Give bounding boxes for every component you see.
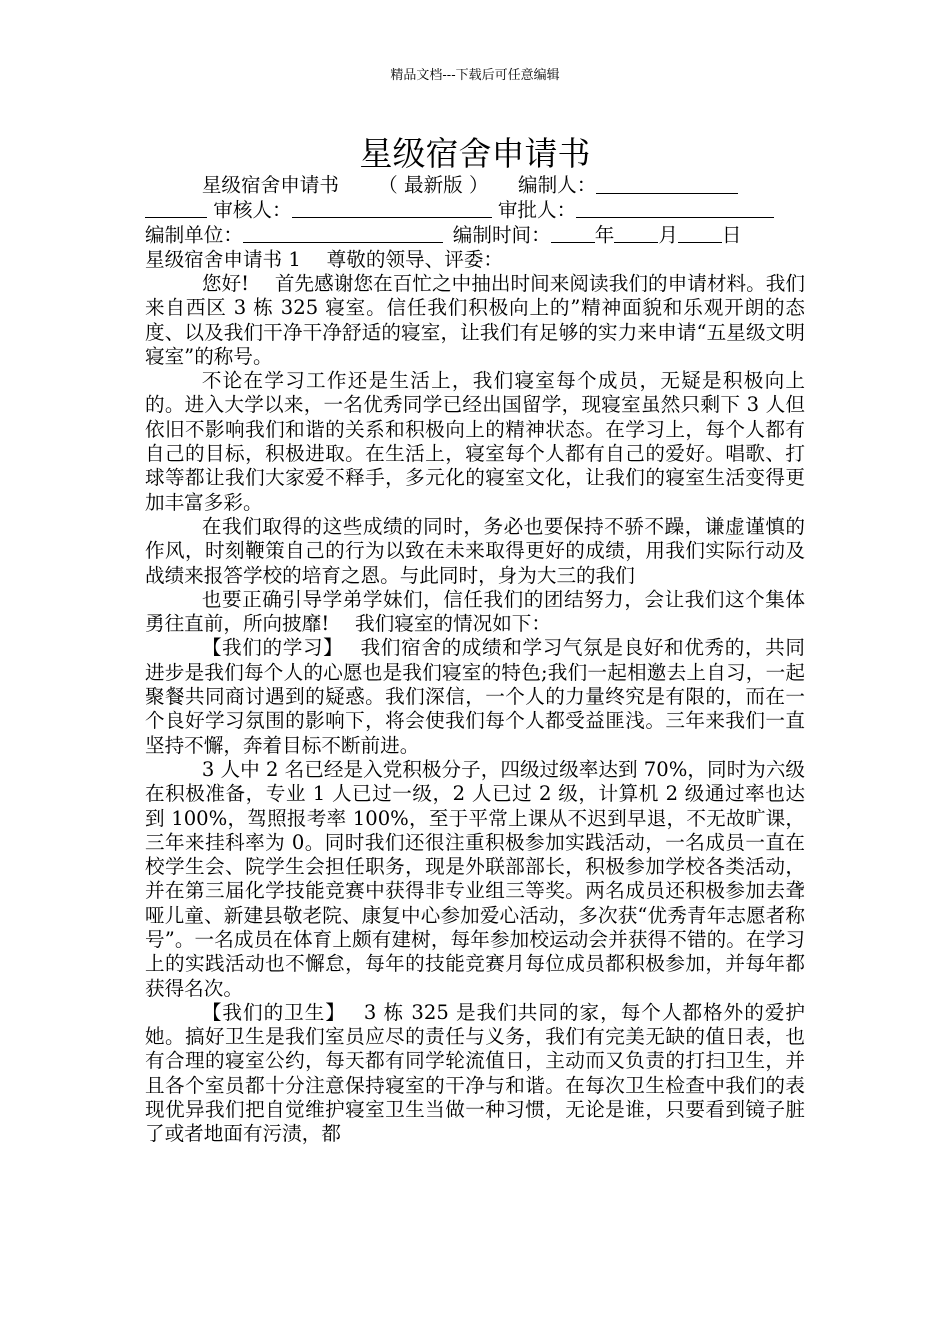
month-blank bbox=[614, 223, 658, 244]
editor-label: 编制人： bbox=[518, 173, 597, 197]
approver-blank bbox=[576, 198, 774, 219]
paragraph-study-details: 3 人中 2 名已经是入党积极分子，四级过级率达到 70%，同时为六级在积极准备，专业 1 人已过一级，2 人已过 2 级，计算机 2 级通过率也达到 100%，驾照报考率 100%，至于平常上课从不迟到早退，不无故旷课，三年来挂科率为 0。同时我们还很注重积极参加实践活动，一名成员一直在校学生会、院学生会担任职务，现是外联部部长，积极参加学校各类活动，并在第三届化学技能竞赛中获得非专业组三等奖。两名成员还积极参加去聋哑儿童、新建县敬老院、康复中心参加爱心活动，多次获“优秀青年志愿者称号”。一名成员在体育上颇有建树，每年参加校运动会并获得不错的。在学习上的实践活动也不懈怠，每年的技能竞赛月每位成员都积极参加，并每年都获得名次。 bbox=[145, 757, 805, 1000]
reviewer-label: 审核人： bbox=[213, 198, 292, 222]
meta-line-1 bbox=[145, 173, 805, 198]
paragraph-hygiene: 【我们的卫生】 3 栋 325 是我们共同的家，每个人都格外的爱护她。搞好卫生是我们室员应尽的责任与义务，我们有完美无缺的值日表，也有合理的寝室公约，每天都有同学轮流值日，主动而又负责的打扫卫生，并且各个室员都十分注意保持寝室的干净与和谐。在每次卫生检查中我们的表现优异我们把自觉维护寝室卫生当做一种习惯，无论是谁，只要看到镜子脏了或者地面有污渍，都 bbox=[145, 1000, 805, 1146]
editor-blank bbox=[596, 173, 738, 194]
paragraph-achievements: 在我们取得的这些成绩的同时，务必也要保持不骄不躁，谦虚谨慎的作风，时刻鞭策自己的行为以致在未来取得更好的成绩，用我们实际行动及战绩来报答学校的培育之恩。与此同时，身为大三的我们 bbox=[145, 514, 805, 587]
approver-label: 审批人： bbox=[497, 198, 577, 222]
paragraph-study: 【我们的学习】 我们宿舍的成绩和学习气氛是良好和优秀的，共同进步是我们每个人的心愿也是我们寝室的特色;我们一起相邀去上自习，一起聚餐共同商讨遇到的疑惑。我们深信，一个人的力量终究是有限的，而在一个良好学习氛围的影响下，将会使我们每个人都受益匪浅。三年来我们一直坚持不懈，奔着目标不断前进。 bbox=[145, 636, 805, 757]
doc-name: 星级宿舍申请书 bbox=[201, 173, 339, 197]
reviewer-blank bbox=[292, 198, 492, 219]
meta-line-2 bbox=[145, 198, 805, 223]
edition-label: （ 最新版 ） bbox=[378, 173, 489, 197]
paragraph-guidance: 也要正确引导学弟学妹们，信任我们的团结努力，会让我们这个集体勇往直前，所向披靡! 我们寝室的情况如下： bbox=[145, 587, 805, 636]
year-label: 年 bbox=[594, 223, 615, 247]
year-blank bbox=[551, 223, 595, 244]
document-body bbox=[145, 173, 805, 1147]
meta-line-3 bbox=[145, 223, 805, 248]
paragraph-attitude: 不论在学习工作还是生活上，我们寝室每个成员，无疑是积极向上的。进入大学以来，一名优秀同学已经出国留学，现寝室虽然只剩下 3 人但依旧不影响我们和谐的关系和积极向上的精神状态。在学习上，每个人都有自己的目标，积极进取。在生活上，寝室每个人都有自己的爱好。唱歌、打球等都让我们大家爱不释手，多元化的寝室文化，让我们的寝室生活变得更加丰富多彩。 bbox=[145, 369, 805, 514]
month-label: 月 bbox=[658, 223, 678, 247]
unit-blank bbox=[243, 223, 443, 244]
header-note: 精品文档---下载后可任意编辑 bbox=[390, 68, 560, 83]
day-blank bbox=[678, 223, 722, 244]
paragraph-greeting: 您好! 首先感谢您在百忙之中抽出时间来阅读我们的申请材料。我们来自西区 3 栋 325 寝室。信任我们积极向上的”精神面貌和乐观开朗的态度、以及我们干净干净舒适的寝室，让我们有足够的实力来申请“五星级文明寝室”的称号。 bbox=[145, 271, 805, 368]
document-title: 星级宿舍申请书 bbox=[359, 134, 591, 173]
time-label: 编制时间： bbox=[452, 223, 551, 247]
day-label: 日 bbox=[721, 223, 742, 247]
editor-blank-cont bbox=[145, 198, 207, 219]
greeting-line: 星级宿舍申请书 1 尊敬的领导、评委： bbox=[145, 247, 504, 271]
unit-label: 编制单位： bbox=[145, 223, 243, 247]
